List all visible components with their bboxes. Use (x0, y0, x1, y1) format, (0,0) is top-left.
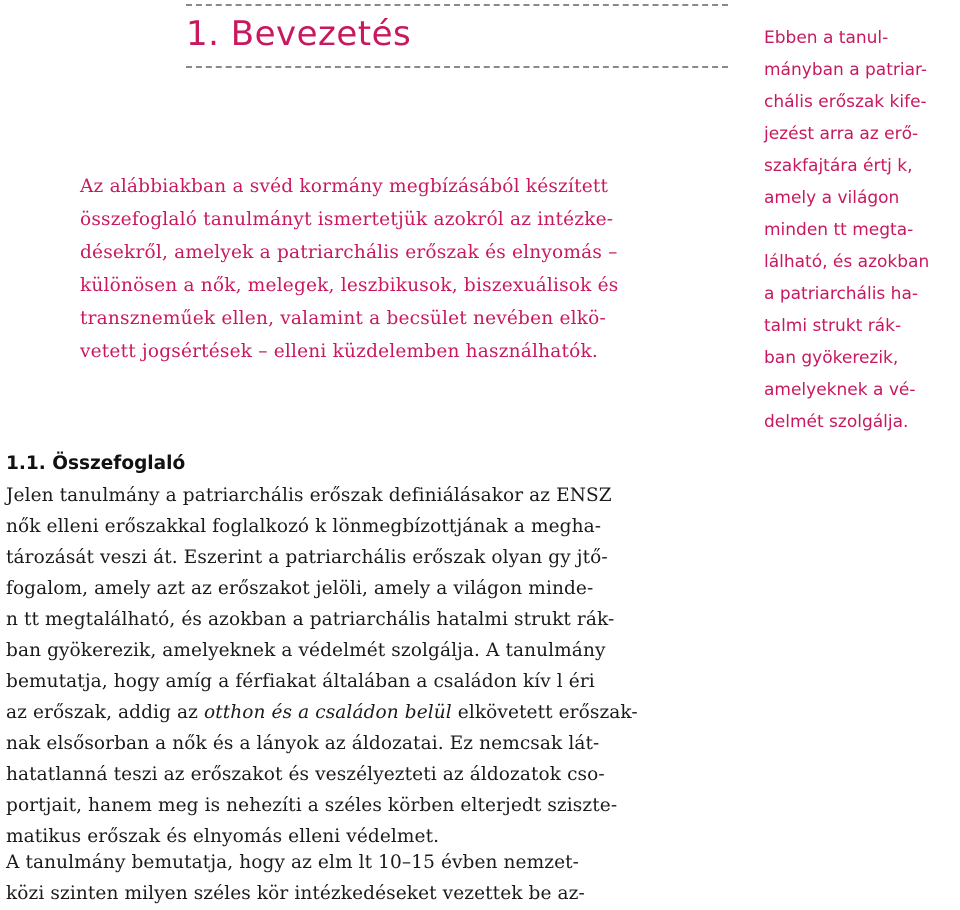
body-text: az erőszak, addig az (6, 702, 204, 723)
body-line: Jelen tanulmány a patriarchális erőszak definiálásakor az ENSZ (6, 485, 612, 506)
margin-note-line: Ebben a tanul- (764, 28, 889, 48)
margin-note-line: talmi strukt rák- (764, 316, 902, 336)
body-text: elkövetett erőszak- (451, 702, 638, 723)
margin-note-line: a patriarchális ha- (764, 284, 919, 304)
margin-note-line: chális erőszak kife- (764, 92, 927, 112)
body-line: A tanulmány bemutatja, hogy az elm lt 10–15 évben nemzet- (6, 852, 580, 873)
body-line: nak elsősorban a nők és a lányok az áldozatai. Ez nemcsak lát- (6, 733, 600, 754)
title-dashed-rule (186, 66, 728, 68)
italic-emphasis: otthon és a családon belül (203, 702, 452, 723)
margin-note-line: amely a világon (764, 188, 900, 208)
lead-line: összefoglaló tanulmányt ismertetjük azokról az intézke- (80, 209, 614, 230)
lead-line: vetett jogsértések – elleni küzdelemben használhatók. (80, 341, 598, 362)
body-line: portjait, hanem meg is nehezíti a széles körben elterjedt szisztе- (6, 795, 618, 816)
lead-line: különösen a nők, melegek, leszbikusok, biszexuálisok és (80, 275, 619, 296)
lead-line: transzneműek ellen, valamint a becsület nevében elkö- (80, 308, 606, 329)
margin-note-line: lálható, és azokban (764, 252, 930, 272)
body-line: nők elleni erőszakkal foglalkozó k lönmegbízottjának a megha- (6, 516, 602, 537)
lead-line: désekről, amelyek a patriarchális erőszak és elnyomás – (80, 242, 618, 263)
top-dashed-rule (186, 4, 728, 6)
body-line: bemutatja, hogy amíg a férfiakat általában a családon kív l éri (6, 671, 595, 692)
margin-note-line: amelyeknek a vé- (764, 380, 916, 400)
lead-line: Az alábbiakban a svéd kormány megbízásából készített (80, 176, 609, 197)
section-heading: 1.1. Összefoglaló (6, 453, 186, 474)
body-line (6, 702, 638, 723)
body-line: ban gyökerezik, amelyeknek a védelmét szolgálja. A tanulmány (6, 640, 606, 661)
margin-note-line: ban gyökerezik, (764, 348, 899, 368)
body-line: tározását veszi át. Eszerint a patriarchális erőszak olyan gy jtő- (6, 547, 608, 568)
margin-note-line: mányban a patriar- (764, 60, 928, 80)
body-line: n tt megtalálható, és azokban a patriarchális hatalmi strukt rák- (6, 609, 615, 630)
margin-note-line: delmét szolgálja. (764, 412, 909, 432)
body-line: matikus erőszak és elnyomás elleni védelmet. (6, 826, 440, 847)
margin-note-line: szakfajtára értj k, (764, 156, 913, 176)
body-line: közi szinten milyen széles kör intézkedéseket vezettek be az- (6, 883, 585, 904)
chapter-title: 1. Bevezetés (186, 14, 412, 54)
body-line: fogalom, amely azt az erőszakot jelöli, amely a világon minde- (6, 578, 594, 599)
body-line: hatatlanná teszi az erőszakot és veszélyezteti az áldozatok cso- (6, 764, 605, 785)
margin-note-line: jezést arra az erő- (764, 124, 919, 144)
margin-note-line: minden tt megta- (764, 220, 914, 240)
